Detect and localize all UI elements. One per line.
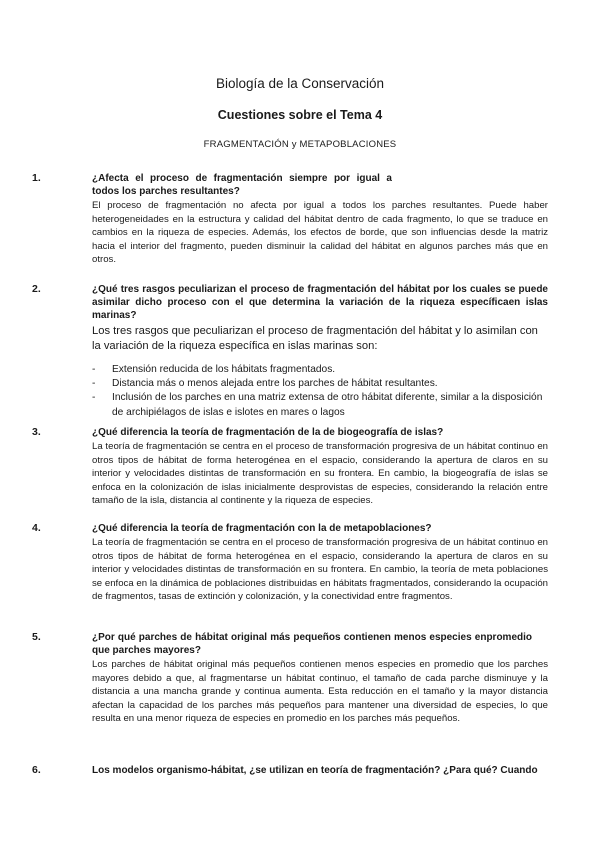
question-2 [32,283,548,420]
question-text: ¿Afecta el proceso de fragmentación siempre por igual a todos los parches resultantes? [92,173,392,197]
question-number: 3. [32,426,41,438]
question-number: 2. [32,283,41,295]
question-4 [32,522,548,604]
answer-text: La teoría de fragmentación se centra en el proceso de transformación progresiva de un hábitat continuo en otros tipos de hábitat de forma heterogénea en el espacio, considerando la apertura de claros en su interior y velocidades distintas de transformación en su frontera. En cambio, la teoría de meta poblaciones se enfoca en la dinámica de poblaciones distribuidas en hábitats fragmentados, considerando la ocupación de fragmentos, tasas de extinción y colonización, y la conectividad entre fragmentos. [92,537,548,603]
question-5 [32,631,548,726]
question-1 [32,172,548,267]
answer-text: La teoría de fragmentación se centra en el proceso de transformación progresiva de un hábitat continuo en otros tipos de hábitat de forma heterogénea en el espacio, considerando la apertura de claros en su interior y velocidades distintas de transformación en su frontera. En cambio, la biogeografía de islas se enfoca en la colonización de islas inicialmente desprovistas de especies, considerando la relación entre tamaño de la isla, distancia al continente y la riqueza de especies. [92,441,548,507]
question-text: ¿Por qué parches de hábitat original más pequeños contienen menos especies enpromedio que parches mayores? [92,632,532,656]
answer-text: El proceso de fragmentación no afecta por igual a todos los parches resultantes. Puede haber heterogeneidades en la estructura y calidad del hábitat dentro de cada fragmento, lo que se traduce en cambios en la riqueza de especies. Además, los efectos de borde, que son influencias desde la matriz hacia el interior del fragmento, pueden disminuir la calidad del hábitat en algunos parches más que en otros. [92,200,548,266]
document-title: Biología de la Conservación [215,76,385,91]
question-3 [32,426,548,508]
section-heading: FRAGMENTACIÓN y METAPOBLACIONES [203,139,397,150]
question-6 [32,764,548,777]
document-subtitle: Cuestiones sobre el Tema 4 [217,108,383,122]
answer-text: Los parches de hábitat original más pequeños contienen menos especies en promedio que los parches mayores debido a que, al fragmentarse un hábitat continuo, el tamaño de cada parche disminuye y la distancia a una mancha grande y continua aumenta. Esta reducción en el tamaño y la mayor distancia afectan la capacidad de los parches más pequeños para mantener una diversidad de especies, lo que resulta en una menor riqueza de especies en promedio en los parches más pequeños. [92,659,548,725]
list-item: - Extensión reducida de los hábitats fragmentados. [92,363,548,377]
question-number: 1. [32,172,41,184]
question-text: Los modelos organismo-hábitat, ¿se utilizan en teoría de fragmentación? ¿Para qué? Cuando [92,765,538,776]
question-text: ¿Qué diferencia la teoría de fragmentación con la de metapoblaciones? [92,523,432,534]
question-number: 5. [32,631,41,643]
feature-list [92,363,548,420]
question-text: ¿Qué diferencia la teoría de fragmentación de la de biogeografía de islas? [92,427,444,438]
answer-text: Los tres rasgos que peculiarizan el proceso de fragmentación del hábitat y lo asimilan con la variación de la riqueza específica en islas marinas son: [92,325,538,352]
question-number: 6. [32,764,41,776]
question-number: 4. [32,522,41,534]
question-text: ¿Qué tres rasgos peculiarizan el proceso de fragmentación del hábitat por los cuales se puede asimilar dicho proceso con el que determina la variación de la riqueza específicaen islas marinas? [92,284,548,321]
list-item: - Inclusión de los parches en una matriz extensa de otro hábitat diferente, similar a la disposición de archipiélagos de islas e islotes en mares o lagos [92,391,548,419]
list-item: - Distancia más o menos alejada entre los parches de hábitat resultantes. [92,377,548,391]
